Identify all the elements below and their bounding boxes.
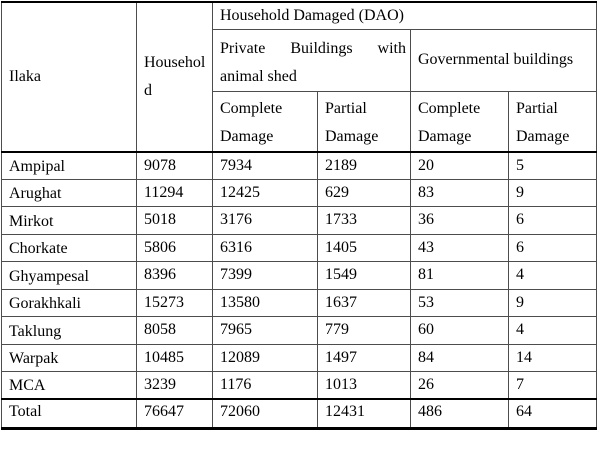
table-row-warpak — [2, 344, 597, 372]
private-partial-cell: 779 — [318, 317, 411, 345]
total-gov-partial-cell: 64 — [509, 399, 597, 428]
private-partial-cell: 629 — [318, 179, 411, 207]
total-private-complete-cell: 72060 — [213, 399, 318, 428]
header-row-1 — [2, 2, 597, 29]
table-row-arughat — [2, 179, 597, 207]
column-header-household-damaged-dao: Household Damaged (DAO) — [213, 2, 597, 29]
gov-partial-cell: 9 — [509, 289, 597, 317]
private-partial-cell: 1549 — [318, 262, 411, 290]
table-row-ghyampesal — [2, 262, 597, 290]
gov-partial-cell: 6 — [509, 234, 597, 262]
private-complete-cell: 7399 — [213, 262, 318, 290]
private-complete-cell: 13580 — [213, 289, 318, 317]
column-header-household: Household — [137, 2, 213, 152]
gov-complete-cell: 26 — [411, 372, 509, 400]
table-row-gorakhkali — [2, 289, 597, 317]
ilaka-cell: Arughat — [2, 179, 137, 207]
household-cell: 10485 — [137, 344, 213, 372]
column-header-private-complete-damage: Complete Damage — [213, 91, 318, 152]
ilaka-cell: Warpak — [2, 344, 137, 372]
household-cell: 8396 — [137, 262, 213, 290]
household-cell: 5018 — [137, 207, 213, 235]
ilaka-cell: Taklung — [2, 317, 137, 345]
private-complete-cell: 6316 — [213, 234, 318, 262]
table-row-mirkot — [2, 207, 597, 235]
private-complete-cell: 1176 — [213, 372, 318, 400]
ilaka-cell: Ghyampesal — [2, 262, 137, 290]
gov-complete-cell: 83 — [411, 179, 509, 207]
private-partial-cell: 2189 — [318, 152, 411, 180]
household-damage-table — [1, 1, 597, 430]
gov-complete-cell: 20 — [411, 152, 509, 180]
column-header-private-buildings: Private Buildings with animal shed — [213, 29, 411, 91]
gov-partial-cell: 14 — [509, 344, 597, 372]
private-partial-cell: 1405 — [318, 234, 411, 262]
private-complete-cell: 12425 — [213, 179, 318, 207]
ilaka-cell: Mirkot — [2, 207, 137, 235]
column-header-governmental-buildings: Governmental buildings — [411, 29, 597, 91]
private-partial-cell: 1013 — [318, 372, 411, 400]
table-row-mca — [2, 372, 597, 400]
private-complete-cell: 7934 — [213, 152, 318, 180]
household-cell: 8058 — [137, 317, 213, 345]
gov-partial-cell: 5 — [509, 152, 597, 180]
column-header-gov-complete-damage: Complete Damage — [411, 91, 509, 152]
column-header-gov-partial-damage: Partial Damage — [509, 91, 597, 152]
ilaka-cell: MCA — [2, 372, 137, 400]
household-cell: 3239 — [137, 372, 213, 400]
private-complete-cell: 3176 — [213, 207, 318, 235]
ilaka-cell: Chorkate — [2, 234, 137, 262]
private-partial-cell: 1637 — [318, 289, 411, 317]
gov-complete-cell: 36 — [411, 207, 509, 235]
table-row-ampipal — [2, 152, 597, 180]
ilaka-cell: Ampipal — [2, 152, 137, 180]
gov-partial-cell: 4 — [509, 317, 597, 345]
table-row-chorkate — [2, 234, 597, 262]
private-complete-cell: 7965 — [213, 317, 318, 345]
gov-complete-cell: 43 — [411, 234, 509, 262]
table-row-total — [2, 399, 597, 428]
total-household-cell: 76647 — [137, 399, 213, 428]
total-label-cell: Total — [2, 399, 137, 428]
table-row-taklung — [2, 317, 597, 345]
household-cell: 11294 — [137, 179, 213, 207]
gov-complete-cell: 81 — [411, 262, 509, 290]
ilaka-cell: Gorakhkali — [2, 289, 137, 317]
gov-complete-cell: 53 — [411, 289, 509, 317]
household-cell: 5806 — [137, 234, 213, 262]
gov-complete-cell: 84 — [411, 344, 509, 372]
household-cell: 15273 — [137, 289, 213, 317]
total-gov-complete-cell: 486 — [411, 399, 509, 428]
gov-partial-cell: 6 — [509, 207, 597, 235]
private-partial-cell: 1497 — [318, 344, 411, 372]
gov-partial-cell: 9 — [509, 179, 597, 207]
private-partial-cell: 1733 — [318, 207, 411, 235]
household-cell: 9078 — [137, 152, 213, 180]
column-header-private-partial-damage: Partial Damage — [318, 91, 411, 152]
private-complete-cell: 12089 — [213, 344, 318, 372]
gov-partial-cell: 4 — [509, 262, 597, 290]
gov-partial-cell: 7 — [509, 372, 597, 400]
gov-complete-cell: 60 — [411, 317, 509, 345]
total-private-partial-cell: 12431 — [318, 399, 411, 428]
column-header-ilaka: Ilaka — [2, 2, 137, 152]
